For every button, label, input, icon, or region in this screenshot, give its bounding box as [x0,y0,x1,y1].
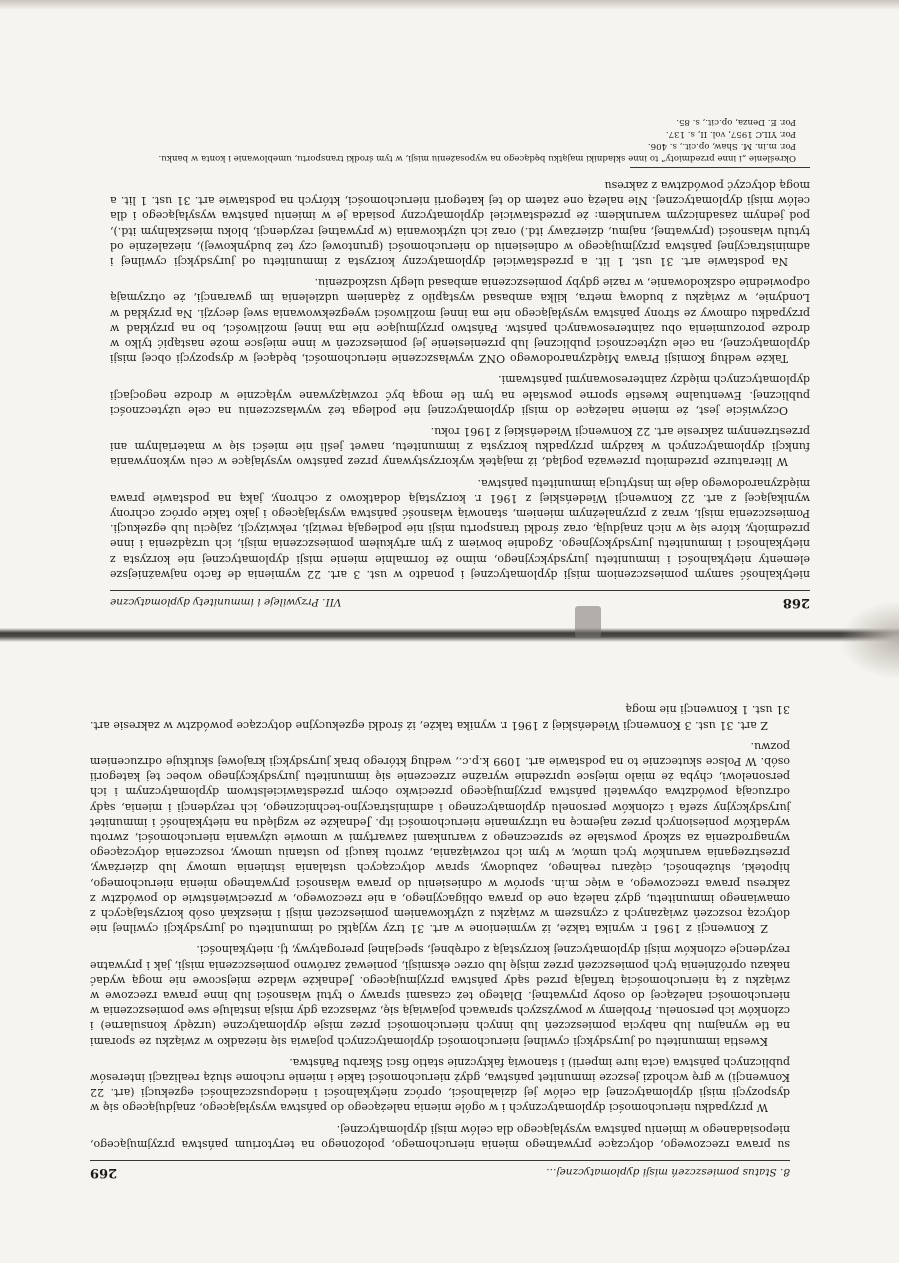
paragraph: Kwestia immunitetu od jurysdykcji cywilnej nieruchomości dyplomatycznych pojawia się niezadko w związku ze sporami na tle wynajmu lub nabycia pomieszczeń lub innych nieruchomości przez misje dyplomatyczne (urzędy konsularne) i członków ich personelu. Problemy w powyższych sprawach pojawiają się, zwłaszcza gdy misja instaluje swe pomieszczenia w nieruchomości należącej do osoby prywatnej. Dlatego też czasami sprawy o tytuł własności lub inne prawa rzeczowe w związku z tą nieruchomością trafiają przed sądy państwa przyjmującego. Jednakże władze miejscowe nie mogą wydać nakazu opróżnienia tych pomieszczeń przez misję lub orzec eksmisji, ponieważ zarówno pomieszczenia misji, jak i prywatne rezydencje członków misji dyplomatycznej korzystają z odrębnej, specjalnej prerogatywy, tj. nietykalności. [90,943,790,1048]
running-head-title: VII. Przywileje i immunitety dyplomatyczne [110,596,342,608]
running-head-title: 8. Status pomieszczeń misji dyplomatycznej... [546,1166,790,1178]
paragraph: nietykalność samym pomieszczeniom misji dyplomatycznej i ponadto w ust. 3 art. 22 wymienia de facto najważniejsze elementy nietykalności i immunitetu jurysdykcyjnego, mimo że formalnie mienie misji dyplomatycznej nie korzysta z nietykalności i immunitetu jurysdykcyjnego. Zgodnie bowiem z tym artykułem pomieszczenia misji, ich urządzenia i inne przedmioty, które się w nich znajdują, oraz środki transportu misji nie podlegają rewizji, rekwizycji, zajęciu lub egzekucji. Pomieszczenia misji, wraz z przynależnym mieniem, stanowią własność państwa wysyłającego i jako takie oprócz ochrony wynikającej z art. 22 Konwencji Wiedeńskiej z 1961 r. korzystają dodatkowo z ochrony, jaką na podstawie prawa międzynarodowego daje im instytucja immunitetu państwa. [110,476,810,581]
paragraph: W przypadku nieruchomości dyplomatycznych i w ogóle mienia należącego do państwa wysyłającego, znajdującego się w dyspozycji misji dyplomatycznej dla celów jej działalności, oprócz nietykalności i niedopuszczalności egzekucji (art. 22 Konwencji) w grę wchodzi jeszcze immunitet państwa, gdyż nieruchomości takie i mienie ruchome służą realizacji interesów publicznych państwa (acta iure imperii) i stanowią faktycznie statio fisci Skarbu Państwa. [90,1055,790,1115]
page-number: 268 [782,595,810,610]
book-gutter [0,628,899,642]
paragraph: Na podstawie art. 31 ust. 1 lit. a przedstawiciel dyplomatyczny korzysta z immunitetu od jurysdykcji cywilnej i administracyjnej państwa przyjmującego w odniesieniu do nieruchomości (gruntowej czy też budynkowej), niezależnie od tytułu własności (prywatnej, najmu, dzierżawy itd.) oraz ich użytkowania (w prywatnej rezydencji, bloku mieszkalnym itd.), pod jednym zasadniczym warunkiem: że przedstawiciel dyplomatyczny posiada je w imieniu państwa wysyłającego i dla celów misji dyplomatycznej. Nie należą one zatem do tej kategorii nieruchomości, których na podstawie art. 31 ust. 1 lit. a mogą dotyczyć powództwa z zakresu [110,178,810,268]
running-header [90,1160,790,1180]
footnotes [110,116,810,163]
footnote: Określenie „i inne przedmioty” to inne składniki majątku będącego na wyposażeniu misji, w tym środki transportu, umeblowanie i konta w banku. [158,152,796,163]
top-edge-shadow [0,0,899,10]
paragraph: Z Konwencji z 1961 r. wynika także, iż wymienione w art. 31 trzy wyjątki od immunitetu od jurysdykcji cywilnej nie dotyczą roszczeń związanych z czynszem w związku z użytkowaniem pomieszczeń misji i mieszkań osób korzystających z omawianego immunitetu, gdyż należą one do prawa obligacyjnego, a nie rzeczowego, w przeciwieństwie do powództw z zakresu prawa rzeczowego, a więc m.in. sporów w odniesieniu do prawa własności prywatnego mienia nieruchomego, hipoteki, służebności, ciężaru realnego, zabudowy, spraw dotyczących ustalania istnienia umowy lub dzierżawy, przestrzegania warunków tych umów, w tym ich rozwiązania, zwrotu kaucji po ustaniu umowy, roszczenia dotyczącego wynagrodzenia za szkody powstałe ze sprzecznego z warunkami zawartymi w umowie używania nieruchomości, zwrotu wydatków poniesionych przez najemcę na utrzymanie nieruchomości itp. Jednakże ze względu na nietykalność i immunitet jurysdykcyjny szefa i członków personelu dyplomatycznego i administracyjno-technicznego, ich rezydencji i mienia, sądy odrzucają powództwa obywateli państwa przyjmującego przeciwko obcym przedstawicielstwom dyplomatycznym i ich personelowi, chyba że miało miejsce uprzednie wyraźne zrzeczenie się immunitetu jurysdykcyjnego wobec tej kategorii osób. W Polsce skutecznie to na podstawie art. 1099 k.p.c., według którego brak jurysdykcji krajowej skutkuje odrzuceniem pozwu. [90,739,790,936]
paragraph: W literaturze przedmiotu przeważa pogląd, iż majątek wykorzystywany przez państwo wysyłające w celu wykonywania funkcji dyplomatycznych w każdym przypadku korzysta z immunitetu, nawet jeśli nie mieści się w materialnym ani przestrzennym zakresie art. 22 Konwencji Wiedeńskiej z 1961 roku. [110,424,810,469]
page-curl-shadow [839,600,899,680]
page-269 [90,660,790,1180]
binding-mark [575,606,601,638]
footnote: Por. E. Denza, op.cit., s. 85. [676,116,796,127]
paragraph: Z art. 31 ust. 3 Konwencji Wiedeńskiej z 1961 r. wynika także, iż środki egzekucyjne dotyczące powództw w zakresie art. 31 ust. 1 Konwencji nie mogą [90,703,790,732]
footnote: Por. m.in. M. Shaw, op.cit., s. 406. [647,140,796,151]
running-header [110,590,810,610]
page-number: 269 [90,1165,118,1180]
paragraph: su prawa rzeczowego, dotyczące prywatnego mienia nieruchomego, położonego na terytorium państwa przyjmującego, nieposiadanego w imieniu państwa wysyłającego dla celów misji dyplomatycznej. [90,1122,790,1151]
paragraph: Oczywiście jest, że mienie należące do misji dyplomatycznej nie podlega też wywłaszczeniu na cele użyteczności publicznej. Ewentualne kwestie sporne powstałe na tym tle mogą być rozwiązywane wyłącznie w drodze negocjacji dyplomatycznych między zainteresowanymi państwami. [110,373,810,417]
paragraph: Także według Komisji Prawa Międzynarodowego ONZ wywłaszczenie nieruchomości, będącej w dyspozycji obcej misji dyplomatycznej, na cele użyteczności publicznej lub przeniesienie jej pomieszczeń w inne miejsce może nastąpić tylko w drodze porozumienia obu zainteresowanych państw. Państwo przyjmujące nie ma innej możliwości, bo na przykład w przypadku odmowy ze strony państwa wysyłającego nie ma innej możliwości wyegzekwowania swej decyzji. Na przykład w Londynie, w związku z budową metra, kilka ambasad wystąpiło z żądaniem udzielenia im gwarancji, że otrzymają odpowiednie odszkodowanie, w razie gdyby pomieszczenia ambasad uległy uszkodzeniu. [110,276,810,366]
page-268 [110,90,810,610]
footnote: Por. YILC 1957, vol. II, s. 137. [665,128,796,139]
footnote-rule [630,167,810,168]
